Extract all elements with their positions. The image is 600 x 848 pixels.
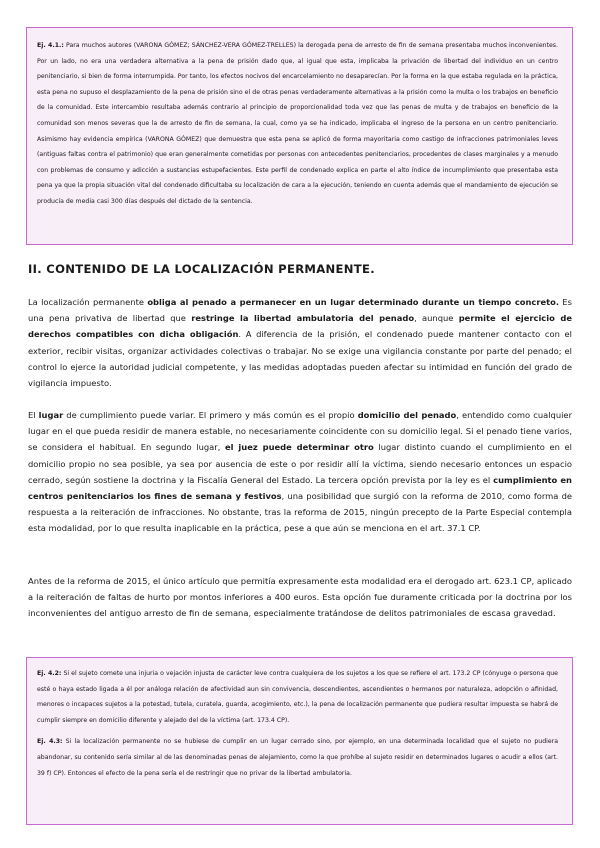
text-run: . A diferencia de la prisión, el condenado puede mantener contacto con el exterior, recibir visitas, organizar actividades colectivas o trabajar. No se exige una vigilancia constante por parte del penado; el control lo ejerce la autoridad judicial competente, y las medidas adoptadas pueden afectar su intimidad en función del grado de vigilancia impuesto. [28, 329, 572, 389]
example-text: Si el sujeto comete una injuria o vejación injusta de carácter leve contra cualquiera de los sujetos a los que se refiere el art. 173.2 CP (cónyuge o persona que esté o haya estado ligada a él por análoga relación de afectividad aun sin convivencia, descendientes, ascendientes o hermanos por naturaleza, adopción o afinidad, menores o incapaces sujetos a la potestad, tutela, curatela, guarda, acogimiento, etc.), la pena de localización permanente que pudiera resultar impuesta se habrá de cumplir siempre en domicilio diferente y alejado del de la víctima (art. 173.4 CP). [37, 670, 558, 724]
example-box-4-2-4-3 [26, 657, 573, 825]
bold-run: restringe la libertad ambulatoria del penado [191, 313, 415, 324]
example-label: Ej. 4.1.: [37, 42, 64, 49]
example-label: Ej. 4.2: [37, 670, 62, 677]
text-run: , entendido como cualquier lugar en el que pueda residir de manera estable, no necesariamente coincidente con su domicilio legal. Si el penado tiene varios, se considera el habitual. En segundo lugar, [28, 410, 572, 453]
bold-run: obliga al penado a permanecer en un lugar determinado durante un tiempo concreto. [147, 297, 560, 307]
paragraph-3: Antes de la reforma de 2015, el único artículo que permitía expresamente esta modalidad era el derogado art. 623.1 CP, aplicado a la reiteración de faltas de hurto por montos inferiores a 400 euros. Esta opción fue duramente criticada por la doctrina por los inconvenientes del antiguo arresto de fin de semana, especialmente tratándose de delitos patrimoniales de escasa gravedad. [28, 576, 572, 619]
text-run: lugar distinto cuando el cumplimiento en el domicilio propio no sea posible, ya sea por ausencia de este o por residir allí la víctima, siendo necesario entonces un espacio cerrado, según sostiene la doctrina y la Fiscalía General del Estado. La tercera opción prevista por la ley es el [28, 442, 572, 485]
example-4-2 [37, 666, 558, 728]
example-box-4-1 [26, 27, 573, 245]
text-run: La localización permanente [28, 297, 148, 307]
bold-run: domicilio del penado [357, 410, 457, 420]
paragraph-2 [28, 407, 572, 537]
paragraph-1 [28, 294, 572, 391]
example-4-1 [37, 38, 558, 210]
bold-run: permite el ejercicio de derechos compatibles con dicha obligación [28, 313, 573, 340]
text-run: de cumplimiento puede variar. El primero y más común es el propio [63, 410, 358, 420]
example-text: Si la localización permanente no se hubiese de cumplir en un lugar cerrado sino, por ejemplo, en una determinada localidad que el sujeto no pudiera abandonar, su contenido sería similar al de las denominadas penas de alejamiento, como la que prohíbe al sujeto residir en determinados lugares o acudir a ellos (art. 39 f) CP). Entonces el efecto de la pena sería el de restringir que no privar de la libertad ambulatoria. [37, 738, 558, 777]
bold-run: el juez puede determinar otro [225, 442, 374, 453]
example-label: Ej. 4.3: [37, 738, 63, 746]
text-run: , aunque [414, 313, 459, 324]
bold-run: lugar [38, 410, 64, 420]
section-heading: II. CONTENIDO DE LA LOCALIZACIÓN PERMANENTE. [28, 262, 375, 276]
text-run: Es una pena privativa de libertad que [28, 297, 572, 324]
example-text: Para muchos autores (VARONA GÓMEZ; SÁNCHEZ-VERA GÓMEZ-TRELLES) la derogada pena de arresto de fin de semana presentaba muchos inconvenientes. Por un lado, no era una verdadera alternativa a la pena de prisión dado que, al igual que esta, implicaba la privación de libertad del individuo en un centro penitenciario, si bien de forma interrumpida. Por tanto, los efectos nocivos del encarcelamiento no desaparecían. Por la forma en la que estaba regulada en la práctica, esta pena no supuso el desplazamiento de la pena de prisión sino el de otras penas verdaderamente alternativas a la prisión como la multa o los trabajos en beneficio de la comunidad. Este intercambio resultaba además contrario al principio de proporcionalidad toda vez que las penas de multa y de trabajos en beneficio de la comunidad son menos severas que la de arresto de fin de semana, la cual, como ya se ha indicado, implicaba el ingreso de la persona en un centro penitenciario. Asimismo hay evidencia empírica (VARONA GÓMEZ) que demuestra que esta pena se aplicó de forma mayoritaria como castigo de infracciones patrimoniales leves (antiguas faltas contra el patrimonio) que eran generalmente cometidas por personas con antecedentes penitenciarios, procedentes de clases marginales y a menudo con problemas de consumo y adicción a sustancias estupefacientes. Este perfil de condenado explica en parte el alto índice de incumplimiento que presentaba esta pena ya que la propia situación vital del condenado dificultaba su localización de cara a la ejecución, teniendo en cuenta además que el mandamiento de ejecución se producía de media casi 300 días después del dictado de la sentencia. [37, 42, 558, 205]
text-run: El [28, 410, 39, 420]
example-4-3 [37, 734, 558, 781]
bold-run: cumplimiento en centros penitenciarios los fines de semana y festivos [28, 474, 573, 502]
text-run: , una posibilidad que surgió con la reforma de 2010, como forma de respuesta a la reiteración de infracciones. No obstante, tras la reforma de 2015, ningún precepto de la Parte Especial contempla esta modalidad, por lo que resulta inaplicable en la práctica, pese a que aún se menciona en el art. 37.1 CP. [28, 491, 572, 534]
